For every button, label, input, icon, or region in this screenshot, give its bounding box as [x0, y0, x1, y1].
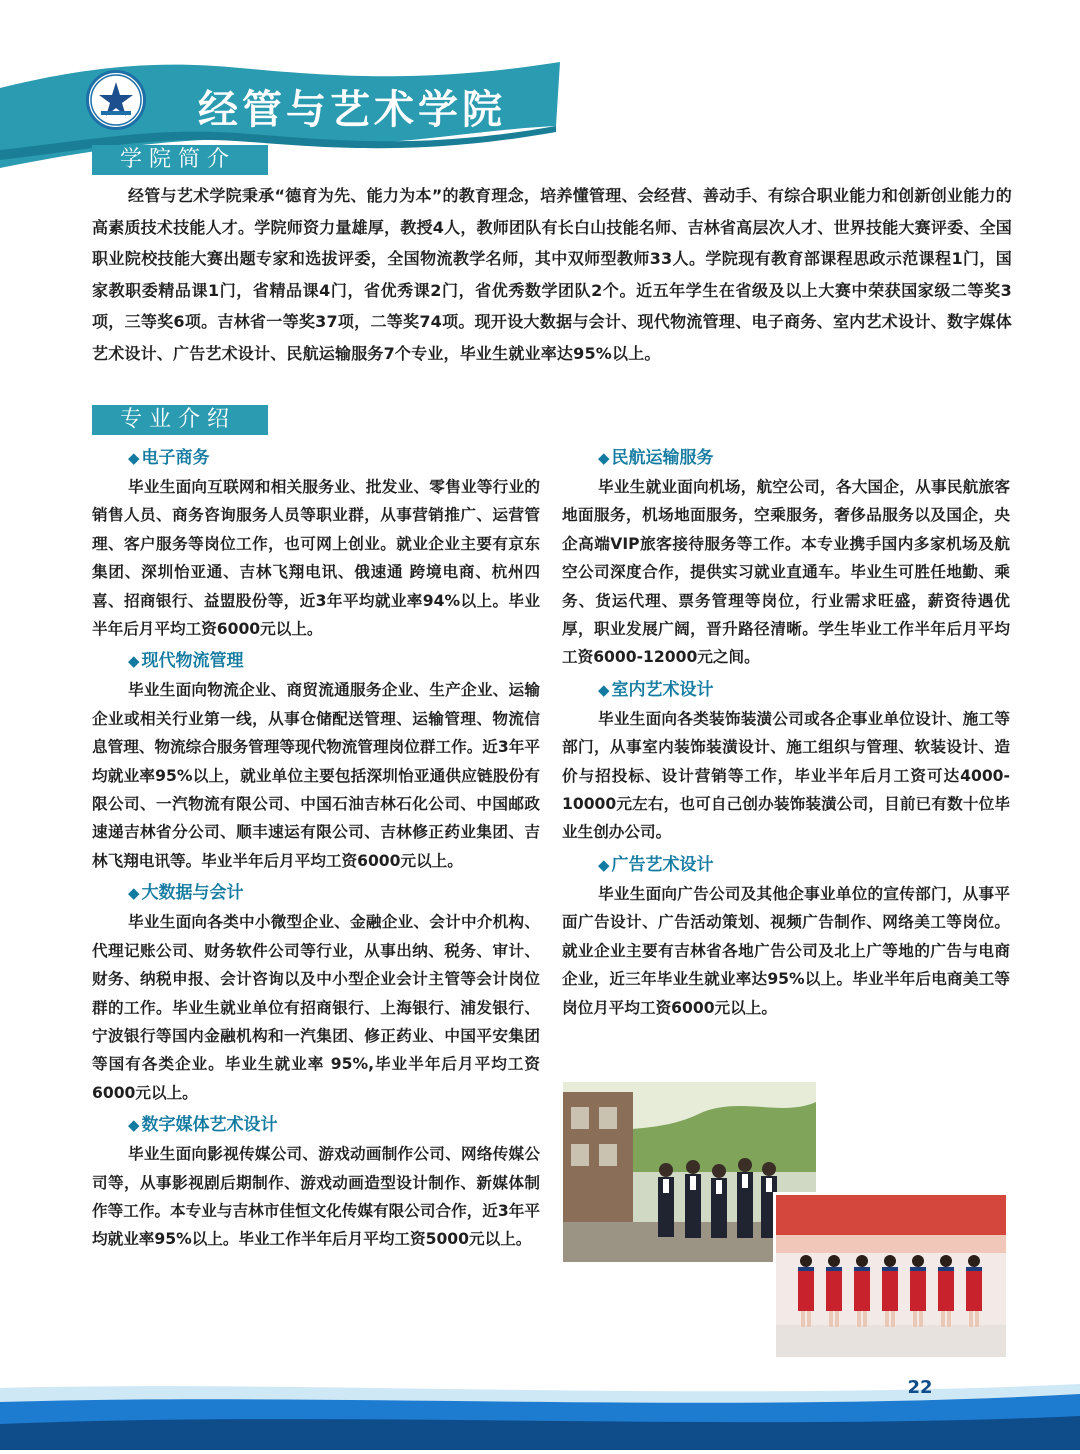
- major-interior-design: [562, 675, 1010, 847]
- diamond-bullet-icon: ◆: [128, 884, 140, 903]
- major-title: [562, 850, 1010, 880]
- major-logistics: [92, 646, 540, 875]
- major-title: [562, 443, 1010, 473]
- major-title: [562, 675, 1010, 705]
- page-title: 经管与艺术学院: [198, 87, 506, 133]
- major-description: 毕业生面向各类中小微型企业、金融企业、会计中介机构、代理记账公司、财务软件公司等行业，从事出纳、税务、审计、财务、纳税申报、会计咨询以及中小型企业会计主管等会计岗位群的工作。毕业生就业单位有招商银行、上海银行、浦发银行、宁波银行等国内金融机构和一汽集团、修正药业、中国平安集团等国有各类企业。毕业生就业率 95%,毕业半年后月平均工资6000元以上。: [92, 913, 540, 1102]
- photo-performers-stage: [773, 1192, 1009, 1360]
- major-digital-media: [92, 1110, 540, 1254]
- major-title-text: 现代物流管理: [141, 651, 244, 672]
- star-emblem-icon: [89, 73, 143, 127]
- major-description: 毕业生面向影视传媒公司、游戏动画制作公司、网络传媒公司等，从事影视剧后期制作、游戏动画造型设计制作、新媒体制作等工作。本专业与吉林市佳恒文化传媒有限公司合作，近3年平均就业率95%以上。毕业工作半年后月平均工资5000元以上。: [92, 1145, 540, 1249]
- major-description: 毕业生面向广告公司及其他企事业单位的宣传部门，从事平面广告设计、广告活动策划、视频广告制作、网络美工等岗位。就业企业主要有吉林省各地广告公司及北上广等地的广告与电商企业，近三年毕业生就业率达95%以上。毕业半年后电商美工等岗位月平均工资6000元以上。: [562, 884, 1010, 1017]
- major-description: 毕业生就业面向机场，航空公司，各大国企，从事民航旅客地面服务，机场地面服务，空乘服务，奢侈品服务以及国企，央企高端VIP旅客接待服务等工作。本专业携手国内多家机场及航空公司深度合作，提供实习就业直通车。毕业生可胜任地勤、乘务、货运代理、票务管理等岗位，行业需求旺盛，薪资待遇优厚，职业发展广阔，晋升路径清晰。学生毕业工作半年后月平均工资6000-12000元之间。: [562, 478, 1010, 667]
- major-title-text: 大数据与会计: [141, 883, 244, 904]
- major-title-text: 民航运输服务: [611, 448, 714, 468]
- major-big-data-accounting: [92, 878, 540, 1107]
- diamond-bullet-icon: ◆: [128, 449, 140, 467]
- major-title: [92, 1110, 540, 1140]
- intro-paragraph: 经管与艺术学院秉承“德育为先、能力为本”的教育理念，培养懂管理、会经营、善动手、有综合职业能力和创新创业能力的高素质技术技能人才。学院师资力量雄厚，教授4人，教师团队有长白山技能名师、吉林省高层次人才、世界技能大赛评委、全国职业院校技能大赛出题专家和选拔评委，全国物流教学名师，其中双师型教师33人。学院现有教育部课程思政示范课程1门，国家教职委精品课1门，省精品课4门，省优秀课2门，省优秀数学团队2个。近五年学生在省级及以上大赛中荣获国家级二等奖3项，三等奖6项。吉林省一等奖37项，二等奖74项。现开设大数据与会计、现代物流管理、电子商务、室内艺术设计、数字媒体艺术设计、广告艺术设计、民航运输服务7个专业，毕业生就业率达95%以上。: [92, 186, 1012, 363]
- majors-heading: 专业介绍: [92, 405, 268, 435]
- intro-heading: 学院简介: [92, 145, 268, 175]
- major-ecommerce: [92, 443, 540, 643]
- page-number: 22: [907, 1377, 933, 1398]
- major-title-text: 数字媒体艺术设计: [141, 1115, 278, 1136]
- diamond-bullet-icon: ◆: [598, 855, 610, 874]
- major-description: 毕业生面向物流企业、商贸流通服务企业、生产企业、运输企业或相关行业第一线，从事仓储配送管理、运输管理、物流信息管理、物流综合服务管理等现代物流管理岗位群工作。近3年平均就业率95%以上，就业单位主要包括深圳怡亚通供应链股份有限公司、一汽物流有限公司、中国石油吉林石化公司、中国邮政速递吉林省分公司、顺丰速运有限公司、吉林修正药业集团、吉林飞翔电讯等。毕业半年后月平均工资6000元以上。: [92, 681, 540, 870]
- diamond-bullet-icon: ◆: [128, 1116, 140, 1135]
- diamond-bullet-icon: ◆: [598, 449, 610, 467]
- major-title: [92, 878, 540, 908]
- major-title-text: 室内艺术设计: [611, 679, 714, 700]
- major-title-text: 电子商务: [141, 448, 210, 468]
- diamond-bullet-icon: ◆: [128, 652, 140, 671]
- major-description: 毕业生面向各类装饰装潢公司或各企事业单位设计、施工等部门，从事室内装饰装潢设计、施工组织与管理、软装设计、造价与招投标、设计营销等工作，毕业半年后月工资可达4000-10000元左右，也可自己创办装饰装潢公司，目前已有数十位毕业生创办公司。: [562, 709, 1010, 842]
- major-advertising-design: [562, 850, 1010, 1022]
- majors-right-column: [562, 443, 1010, 1025]
- major-description: 毕业生面向互联网和相关服务业、批发业、零售业等行业的销售人员、商务咨询服务人员等职业群，从事营销推广、运营管理、客户服务等岗位工作，也可网上创业。就业企业主要有京东集团、深圳怡亚通、吉林飞翔电讯、俄速通 跨境电商、杭州四喜、招商银行、益盟股份等，近3年平均就业率94%以上。毕业半年后月平均工资6000元以上。: [92, 478, 540, 639]
- major-title: [92, 646, 540, 676]
- majors-left-column: [92, 443, 540, 1257]
- college-logo: [86, 70, 146, 130]
- major-title-text: 广告艺术设计: [611, 854, 714, 875]
- major-title: [92, 443, 540, 473]
- diamond-bullet-icon: ◆: [598, 680, 610, 699]
- performers-photo-icon: [776, 1195, 1006, 1357]
- major-civil-aviation: [562, 443, 1010, 672]
